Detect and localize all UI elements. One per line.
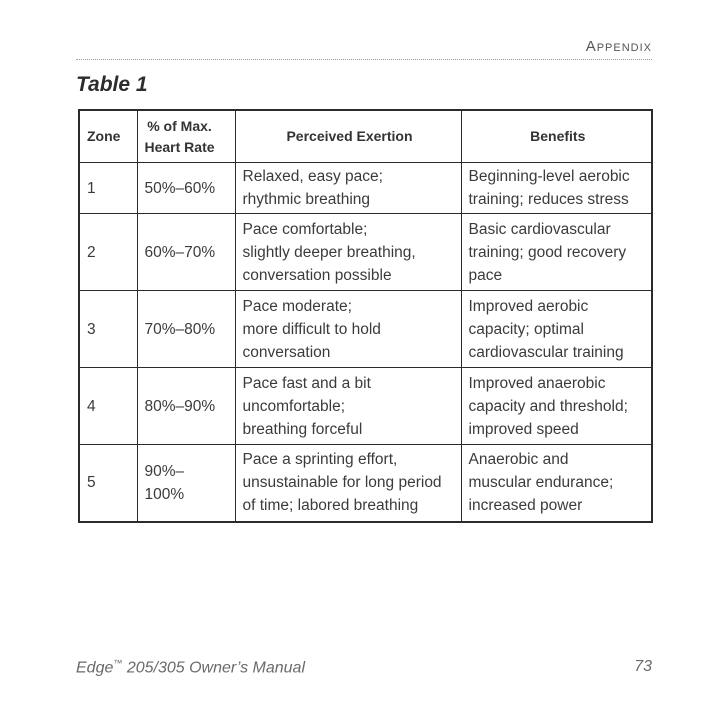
column-header-heart-rate [137,110,235,163]
column-header-heart-rate-text: % of Max. Heart Rate [144,117,215,155]
heart-rate-cell: 50%–60% [137,163,235,214]
page-number: 73 [634,658,652,675]
zone-cell: 4 [79,368,137,445]
benefits-cell: Anaerobic and muscular endurance; increased power [461,445,652,522]
heart-rate-cell: 90%– 100% [137,445,235,522]
trademark-symbol: ™ [113,658,123,668]
zone-cell: 2 [79,214,137,291]
section-header-initial: A [585,38,597,55]
table-body [79,163,652,522]
benefits-cell: Beginning-level aerobic training; reduces stress [461,163,652,214]
column-header-perceived-exertion: Perceived Exertion [235,110,461,163]
heart-rate-zones-table [78,109,653,523]
benefits-cell: Basic cardiovascular training; good recovery pace [461,214,652,291]
benefits-cell: Improved aerobic capacity; optimal cardiovascular training [461,291,652,368]
column-header-benefits: Benefits [461,110,652,163]
table-header-row [79,110,652,163]
table-row [79,445,652,522]
column-header-zone: Zone [79,110,137,163]
section-header [586,38,652,55]
header-divider [76,59,652,60]
perceived-exertion-cell: Pace moderate; more difficult to hold conversation [235,291,461,368]
zone-cell: 3 [79,291,137,368]
perceived-exertion-cell: Pace a sprinting effort, unsustainable for long period of time; labored breathing [235,445,461,522]
table-title: Table 1 [76,73,148,96]
manual-title-suffix: 205/305 Owner’s Manual [122,659,306,677]
zone-cell: 1 [79,163,137,214]
perceived-exertion-cell: Relaxed, easy pace; rhythmic breathing [235,163,461,214]
benefits-cell: Improved anaerobic capacity and threshold; improved speed [461,368,652,445]
section-header-rest: PPENDIX [596,42,652,54]
manual-title-prefix: Edge [76,659,114,677]
table-row [79,214,652,291]
manual-title [76,658,305,677]
perceived-exertion-cell: Pace fast and a bit uncomfortable; breathing forceful [235,368,461,445]
heart-rate-cell: 70%–80% [137,291,235,368]
table-row [79,163,652,214]
zone-cell: 5 [79,445,137,522]
heart-rate-cell: 80%–90% [137,368,235,445]
heart-rate-cell: 60%–70% [137,214,235,291]
table-row [79,368,652,445]
table-row [79,291,652,368]
perceived-exertion-cell: Pace comfortable; slightly deeper breathing, conversation possible [235,214,461,291]
